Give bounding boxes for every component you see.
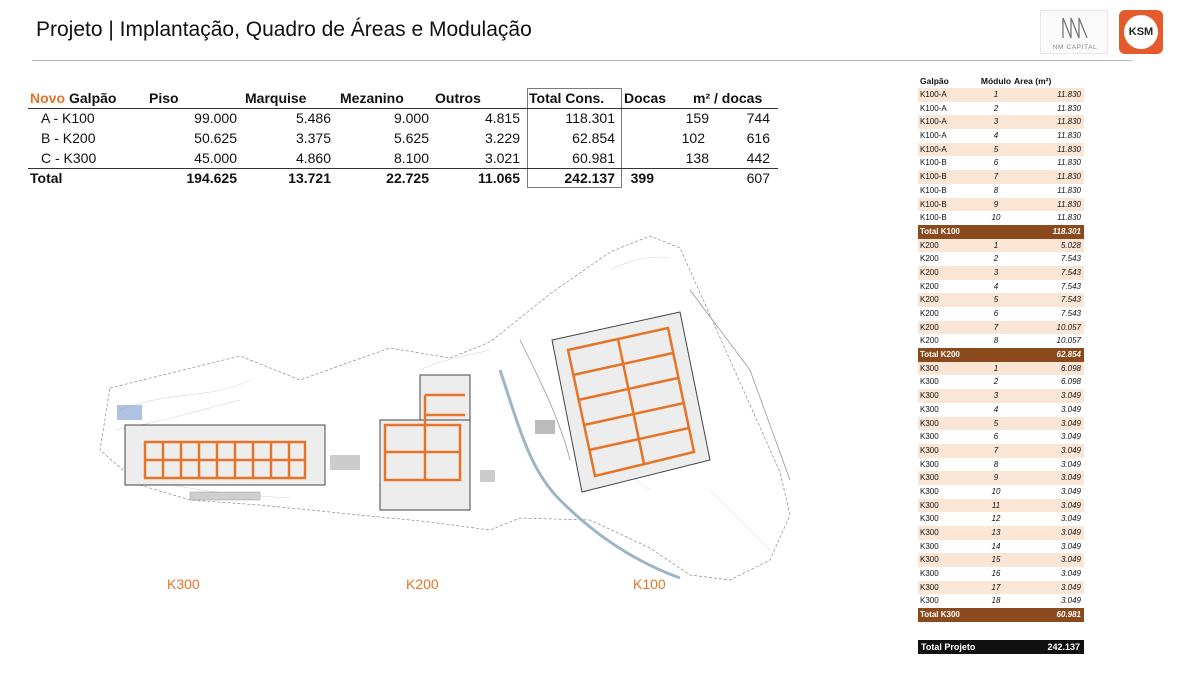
header-novo: Novo — [30, 90, 65, 106]
module-galpao: K300 — [920, 459, 939, 469]
module-number: 5 — [993, 295, 999, 305]
module-row — [918, 102, 1084, 116]
modules-table — [918, 74, 1084, 622]
module-number: 10 — [991, 213, 1001, 223]
module-galpao: K300 — [920, 363, 939, 373]
module-galpao: K100-B — [920, 213, 947, 223]
module-number: 7 — [993, 172, 999, 182]
page-title: Projeto | Implantação, Quadro de Áreas e Modulação — [36, 18, 532, 41]
module-galpao: K300 — [920, 404, 939, 414]
module-area: 11.830 — [1057, 103, 1081, 113]
module-galpao: K300 — [920, 432, 939, 442]
module-galpao: K200 — [920, 240, 939, 250]
module-galpao: K200 — [920, 336, 939, 346]
module-row — [918, 239, 1084, 253]
module-galpao: K200 — [920, 309, 939, 318]
header-outros: Outros — [435, 90, 481, 106]
module-galpao: K300 — [920, 473, 939, 483]
module-area: 3.049 — [1060, 432, 1081, 442]
module-area: 3.049 — [1060, 418, 1081, 428]
module-row — [918, 485, 1084, 499]
header-area: Area (m²) — [1014, 76, 1052, 86]
module-area: 3.049 — [1060, 582, 1081, 592]
module-row — [918, 594, 1084, 608]
module-area: 11.830 — [1057, 185, 1081, 195]
module-galpao: K300 — [920, 391, 939, 401]
module-galpao: Total K300 — [920, 610, 960, 620]
row-piso: 45.000 — [194, 150, 237, 166]
module-number: 11 — [991, 500, 1001, 510]
module-row — [918, 198, 1084, 212]
module-row — [918, 389, 1084, 403]
module-area: 3.049 — [1060, 528, 1081, 537]
nm-capital-logo — [1040, 10, 1108, 54]
row-piso: 99.000 — [194, 110, 237, 126]
project-total-bar — [918, 640, 1084, 654]
module-number: 13 — [991, 528, 1001, 537]
total-marquise: 13.721 — [288, 170, 331, 186]
row-mezanino: 8.100 — [393, 150, 429, 166]
module-galpao: K100-B — [920, 172, 947, 182]
total-total-cons: 242.137 — [564, 170, 615, 186]
module-number: 3 — [993, 267, 999, 277]
total-outros: 11.065 — [477, 170, 520, 186]
module-number: 2 — [993, 103, 999, 113]
module-row — [918, 444, 1084, 458]
module-row — [918, 334, 1084, 348]
module-galpao: K300 — [920, 569, 939, 579]
module-area: 3.049 — [1060, 486, 1081, 496]
module-galpao: K100-A — [920, 117, 947, 127]
module-row — [918, 458, 1084, 472]
module-galpao: K200 — [920, 322, 939, 332]
row-marquise: 5.486 — [295, 110, 331, 126]
row-galpao: C - K300 — [41, 150, 97, 166]
module-galpao: K200 — [920, 295, 939, 305]
module-area: 11.830 — [1057, 90, 1081, 99]
module-galpao: K200 — [920, 267, 939, 277]
module-row — [918, 129, 1084, 143]
row-outros: 3.229 — [484, 130, 520, 146]
module-area: 3.049 — [1060, 445, 1081, 455]
module-area: 6.098 — [1060, 363, 1081, 373]
module-number: 16 — [991, 569, 1001, 579]
module-number: 8 — [993, 459, 999, 469]
project-total-value: 242.137 — [1047, 642, 1080, 652]
module-galpao: K100-A — [920, 90, 947, 99]
module-area: 10.057 — [1056, 336, 1081, 346]
module-galpao: K200 — [920, 281, 939, 291]
header-m2-docas: m² / docas — [693, 90, 763, 106]
module-number: 9 — [993, 199, 999, 209]
module-area: 11.830 — [1057, 158, 1081, 168]
module-galpao: K300 — [920, 596, 939, 606]
row-docas: 102 — [681, 130, 705, 146]
total-label: Total — [30, 170, 63, 186]
row-marquise: 4.860 — [295, 150, 331, 166]
module-number: 1 — [993, 90, 999, 99]
ksm-logo — [1119, 10, 1163, 54]
module-total-row — [918, 348, 1084, 362]
module-area: 5.028 — [1060, 240, 1081, 250]
nm-monogram-icon — [1062, 17, 1088, 39]
module-row — [918, 156, 1084, 170]
module-area: 7.543 — [1060, 295, 1081, 305]
header-rule — [28, 108, 778, 109]
module-number: 12 — [991, 514, 1001, 524]
module-row — [918, 143, 1084, 157]
module-galpao: K300 — [920, 555, 939, 565]
module-area: 3.049 — [1060, 569, 1081, 579]
total-m2-docas: 607 — [746, 170, 770, 186]
total-docas: 399 — [630, 170, 654, 186]
module-row — [918, 567, 1084, 581]
total-rule — [28, 168, 778, 169]
modules-table-header — [918, 74, 1084, 88]
module-area: 60.981 — [1056, 610, 1081, 620]
module-row — [918, 430, 1084, 444]
row-outros: 4.815 — [484, 110, 520, 126]
module-galpao: Total K200 — [920, 350, 960, 360]
row-marquise: 3.375 — [295, 130, 331, 146]
header-galpao: Galpão — [69, 90, 117, 106]
title-divider — [32, 60, 1132, 61]
module-number: 6 — [993, 158, 999, 168]
module-area: 11.830 — [1057, 199, 1081, 209]
header-docas: Docas — [624, 90, 667, 106]
module-number: 4 — [993, 404, 999, 414]
module-row — [918, 499, 1084, 513]
module-number: 2 — [993, 254, 999, 264]
row-total-cons: 60.981 — [572, 150, 615, 166]
module-number: 10 — [991, 486, 1001, 496]
row-docas: 138 — [685, 150, 709, 166]
plan-label-k200: K200 — [406, 576, 439, 592]
total-piso: 194.625 — [186, 170, 237, 186]
module-row — [918, 362, 1084, 376]
module-number: 5 — [993, 144, 999, 154]
module-total-row — [918, 608, 1084, 622]
module-number: 17 — [991, 582, 1001, 592]
module-row — [918, 471, 1084, 485]
ksm-logo-text: KSM — [1124, 15, 1158, 49]
module-area: 6.098 — [1060, 377, 1081, 387]
module-row — [918, 417, 1084, 431]
row-m2-docas: 442 — [746, 150, 770, 166]
module-galpao: K300 — [920, 377, 939, 387]
row-piso: 50.625 — [194, 130, 237, 146]
module-row — [918, 307, 1084, 321]
module-number: 15 — [991, 555, 1001, 565]
module-number: 6 — [993, 309, 999, 318]
module-row — [918, 170, 1084, 184]
module-row — [918, 252, 1084, 266]
module-galpao: K300 — [920, 541, 939, 551]
module-number: 4 — [993, 281, 999, 291]
module-number: 18 — [991, 596, 1001, 606]
module-row — [918, 403, 1084, 417]
module-area: 7.543 — [1060, 281, 1081, 291]
module-row — [918, 526, 1084, 540]
module-row — [918, 88, 1084, 102]
module-row — [918, 280, 1084, 294]
module-area: 11.830 — [1057, 131, 1081, 141]
module-area: 11.830 — [1057, 213, 1081, 223]
module-row — [918, 321, 1084, 335]
module-galpao: Total K100 — [920, 226, 960, 236]
row-m2-docas: 616 — [746, 130, 770, 146]
module-galpao: K100-B — [920, 199, 947, 209]
module-row — [918, 553, 1084, 567]
module-area: 7.543 — [1060, 254, 1081, 264]
module-area: 3.049 — [1060, 404, 1081, 414]
module-number: 14 — [991, 541, 1001, 551]
plan-label-k100: K100 — [633, 576, 666, 592]
module-number: 6 — [993, 432, 999, 442]
nm-capital-logo-text: NM CAPITAL — [1052, 44, 1098, 51]
module-area: 62.854 — [1056, 350, 1081, 360]
row-mezanino: 9.000 — [393, 110, 429, 126]
module-galpao: K100-B — [920, 158, 947, 168]
module-area: 3.049 — [1060, 555, 1081, 565]
module-area: 3.049 — [1060, 391, 1081, 401]
areas-summary-table — [28, 88, 778, 192]
plan-label-k300: K300 — [167, 576, 200, 592]
module-galpao: K300 — [920, 528, 939, 537]
module-galpao: K300 — [920, 418, 939, 428]
module-number: 7 — [993, 445, 999, 455]
module-area: 11.830 — [1057, 144, 1081, 154]
row-total-cons: 118.301 — [565, 110, 615, 126]
module-area: 118.301 — [1052, 226, 1081, 236]
module-area: 3.049 — [1060, 514, 1081, 524]
module-number: 4 — [993, 131, 999, 141]
k300-building — [117, 405, 325, 500]
module-number: 8 — [993, 185, 999, 195]
row-m2-docas: 744 — [746, 110, 770, 126]
header-total-cons: Total Cons. — [529, 90, 605, 106]
row-total-cons: 62.854 — [572, 130, 615, 146]
module-area: 3.049 — [1060, 596, 1081, 606]
module-number: 2 — [993, 377, 999, 387]
header-marquise: Marquise — [245, 90, 307, 106]
module-galpao: K300 — [920, 445, 939, 455]
module-galpao: K100-A — [920, 131, 947, 141]
module-galpao: K300 — [920, 500, 939, 510]
module-area: 7.543 — [1060, 309, 1081, 318]
module-galpao: K100-B — [920, 185, 947, 195]
row-mezanino: 5.625 — [393, 130, 429, 146]
module-galpao: K100-A — [920, 144, 947, 154]
module-row — [918, 375, 1084, 389]
row-outros: 3.021 — [484, 150, 520, 166]
module-area: 3.049 — [1060, 541, 1081, 551]
module-number: 8 — [993, 336, 999, 346]
module-row — [918, 293, 1084, 307]
row-galpao: B - K200 — [41, 130, 96, 146]
module-area: 3.049 — [1060, 473, 1081, 483]
module-galpao: K300 — [920, 486, 939, 496]
module-number: 5 — [993, 418, 999, 428]
module-number: 1 — [993, 363, 999, 373]
header-piso: Piso — [149, 90, 179, 106]
module-area: 11.830 — [1057, 117, 1081, 127]
row-galpao: A - K100 — [41, 110, 95, 126]
module-area: 7.543 — [1060, 267, 1081, 277]
module-row — [918, 512, 1084, 526]
module-galpao: K300 — [920, 514, 939, 524]
site-plan-drawing — [90, 230, 810, 600]
module-row — [918, 184, 1084, 198]
module-number: 1 — [993, 240, 999, 250]
header-galpao: Galpão — [920, 76, 949, 86]
total-mezanino: 22.725 — [386, 170, 429, 186]
module-galpao: K300 — [920, 582, 939, 592]
module-galpao: K100-A — [920, 103, 947, 113]
module-row — [918, 266, 1084, 280]
header-modulo: Módulo — [980, 76, 1012, 86]
module-number: 3 — [993, 117, 999, 127]
project-total-label: Total Projeto — [921, 642, 976, 652]
module-row — [918, 540, 1084, 554]
module-number: 9 — [993, 473, 999, 483]
module-area: 3.049 — [1060, 500, 1081, 510]
module-area: 10.057 — [1056, 322, 1081, 332]
module-area: 3.049 — [1060, 459, 1081, 469]
module-total-row — [918, 225, 1084, 239]
module-row — [918, 211, 1084, 225]
module-number: 3 — [993, 391, 999, 401]
module-number: 7 — [993, 322, 999, 332]
module-area: 11.830 — [1057, 172, 1081, 182]
row-docas: 159 — [685, 110, 709, 126]
module-row — [918, 581, 1084, 595]
module-row — [918, 115, 1084, 129]
header-mezanino: Mezanino — [340, 90, 404, 106]
module-galpao: K200 — [920, 254, 939, 264]
